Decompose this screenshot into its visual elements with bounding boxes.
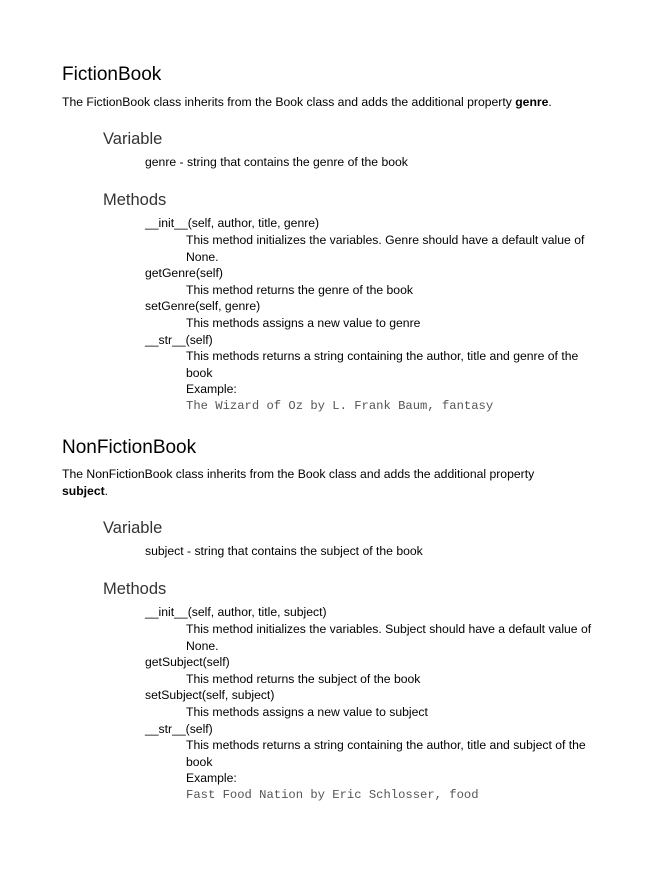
fiction-method-signature: getGenre(self) — [145, 266, 223, 280]
nonfiction-title: NonFictionBook — [62, 437, 197, 458]
fiction-methods-heading: Methods — [103, 191, 167, 209]
nonfiction-example-code: Fast Food Nation by Eric Schlosser, food — [186, 788, 479, 802]
nonfiction-intro-text: The NonFictionBook class inherits from the Book class and adds the additional property — [62, 467, 535, 481]
fiction-method-desc: This method returns the genre of the book — [186, 283, 413, 297]
nonfiction-intro-end: . — [104, 484, 109, 498]
nonfiction-variable-heading: Variable — [103, 519, 163, 537]
nonfiction-variable-desc: subject - string that contains the subject of the book — [145, 544, 423, 558]
nonfiction-intro — [62, 466, 562, 500]
nonfiction-intro-property: subject — [62, 484, 105, 498]
fiction-example-code: The Wizard of Oz by L. Frank Baum, fantasy — [186, 399, 494, 413]
nonfiction-method-signature: __init__(self, author, title, subject) — [145, 605, 327, 619]
fiction-method-desc: This methods assigns a new value to genre — [186, 316, 421, 330]
nonfiction-methods-heading: Methods — [103, 580, 167, 598]
fiction-title: FictionBook — [62, 64, 162, 85]
fiction-method-signature: __init__(self, author, title, genre) — [145, 216, 320, 230]
nonfiction-example-label: Example: — [186, 771, 237, 785]
nonfiction-method-desc: This methods returns a string containing the author, title and subject of the book — [186, 738, 586, 769]
nonfiction-method-signature: setSubject(self, subject) — [145, 688, 275, 702]
fiction-method-desc: This method initializes the variables. Genre should have a default value of None. — [186, 233, 585, 264]
fiction-method-signature: setGenre(self, genre) — [145, 299, 261, 313]
fiction-variable-heading: Variable — [103, 130, 163, 148]
fiction-intro — [62, 94, 602, 111]
fiction-intro-text: The FictionBook class inherits from the Book class and adds the additional property — [62, 95, 516, 109]
nonfiction-method-desc: This methods assigns a new value to subject — [186, 705, 428, 719]
fiction-intro-property: genre — [515, 95, 549, 109]
nonfiction-method-signature: getSubject(self) — [145, 655, 230, 669]
fiction-method-desc: This methods returns a string containing the author, title and genre of the book — [186, 349, 579, 380]
fiction-variable-desc: genre - string that contains the genre of the book — [145, 155, 408, 169]
fiction-intro-end: . — [548, 95, 552, 109]
nonfiction-method-desc: This method initializes the variables. Subject should have a default value of None. — [186, 622, 592, 653]
fiction-method-signature: __str__(self) — [145, 333, 213, 347]
nonfiction-method-desc: This method returns the subject of the book — [186, 672, 421, 686]
fiction-example-label: Example: — [186, 382, 237, 396]
nonfiction-method-signature: __str__(self) — [145, 722, 213, 736]
